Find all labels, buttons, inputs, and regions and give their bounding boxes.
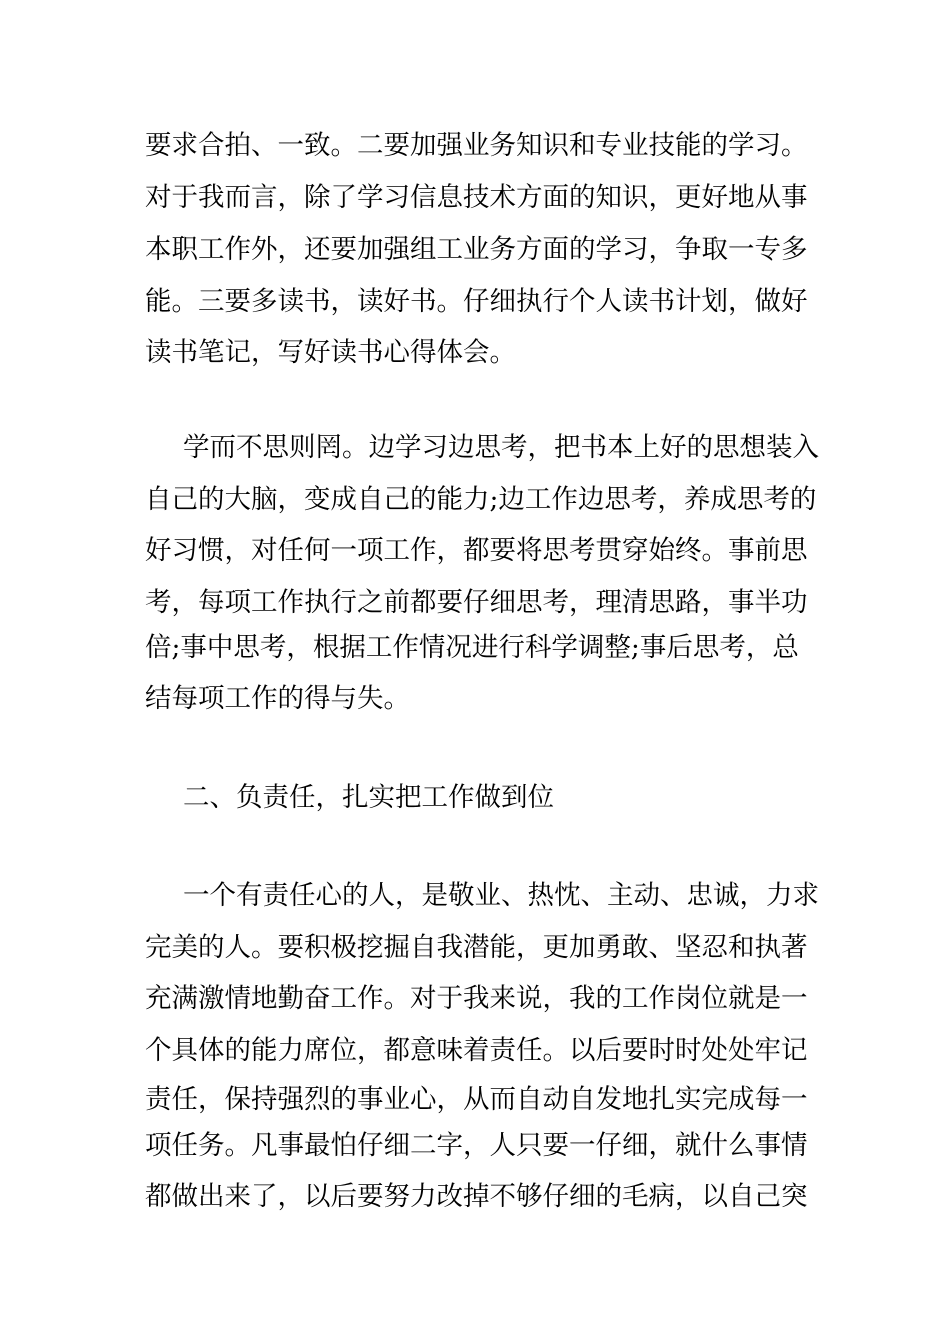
body-text-line: 考，每项工作执行之前都要仔细思考，理清思路，事半功 <box>145 587 808 618</box>
body-text-line: 学而不思则罔。边学习边思考，把书本上好的思想装入 <box>183 432 819 463</box>
body-text-line: 能。三要多读书，读好书。仔细执行个人读书计划，做好 <box>145 286 808 317</box>
body-text-line: 读书笔记，写好读书心得体会。 <box>145 337 516 368</box>
body-text-line: 个具体的能力席位，都意味着责任。以后要时时处处牢记 <box>145 1035 808 1066</box>
body-text-line: 要求合拍、一致。二要加强业务知识和专业技能的学习。 <box>145 130 808 161</box>
body-text-line: 结每项工作的得与失。 <box>145 683 410 714</box>
body-text-line: 本职工作外，还要加强组工业务方面的学习，争取一专多 <box>145 234 808 265</box>
body-text-line: 责任，保持强烈的事业心，从而自动自发地扎实完成每一 <box>145 1084 808 1115</box>
body-text-line: 都做出来了，以后要努力改掉不够仔细的毛病，以自己突 <box>145 1181 808 1212</box>
body-text-line: 自己的大脑，变成自己的能力;边工作边思考，养成思考的 <box>145 484 817 515</box>
body-text-line: 好习惯，对任何一项工作，都要将思考贯穿始终。事前思 <box>145 535 808 566</box>
section-heading: 二、负责任，扎实把工作做到位 <box>183 782 554 813</box>
body-text-line: 项任务。凡事最怕仔细二字，人只要一仔细，就什么事情 <box>145 1130 808 1161</box>
body-text-line: 倍;事中思考，根据工作情况进行科学调整;事后思考，总 <box>145 632 799 663</box>
body-text-line: 完美的人。要积极挖掘自我潜能，更加勇敢、坚忍和执著 <box>145 932 808 963</box>
body-text-line: 充满激情地勤奋工作。对于我来说，我的工作岗位就是一 <box>145 983 808 1014</box>
body-text-line: 一个有责任心的人，是敬业、热忱、主动、忠诚，力求 <box>183 880 819 911</box>
body-text-line: 对于我而言，除了学习信息技术方面的知识，更好地从事 <box>145 182 808 213</box>
